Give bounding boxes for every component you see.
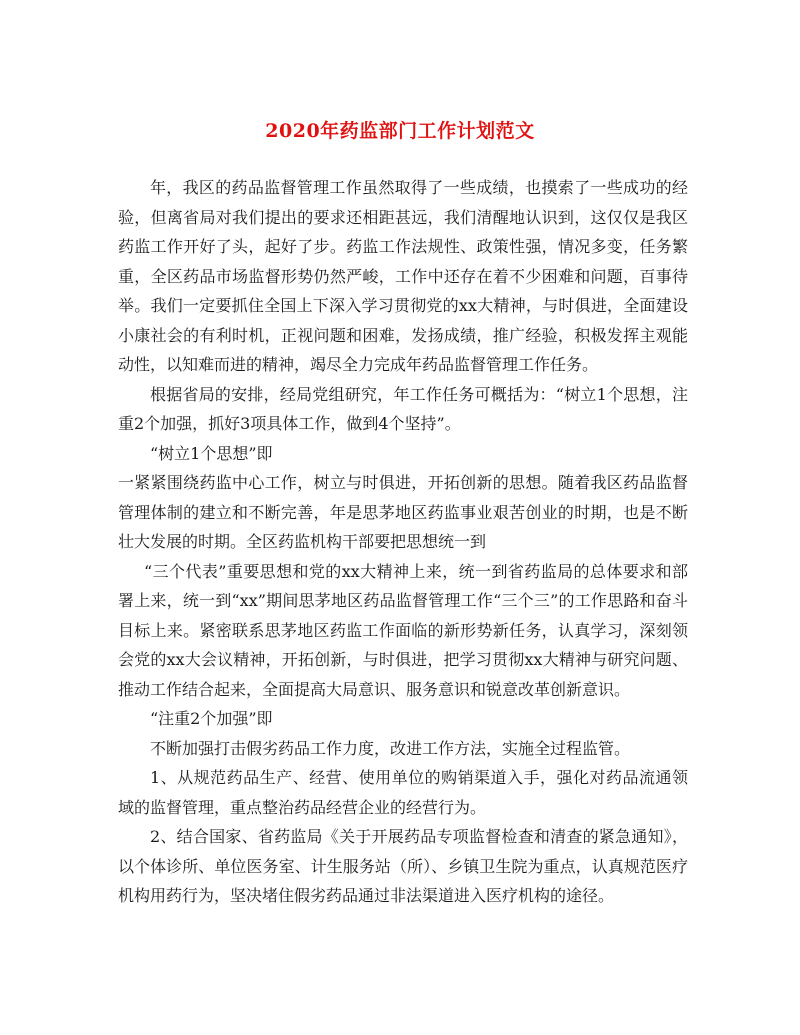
paragraph: “三个代表”重要思想和党的xx大精神上来，统一到省药监局的总体要求和部署上来，统一到“xx”期间思茅地区药品监督管理工作“三个三”的工作思路和奋斗目标上来。紧密联系思茅地区药监工作面临的新形势新任务，认真学习，深刻领会党的xx大会议精神，开拓创新，与时俱进，把学习贯彻xx大精神与研究问题、推动工作结合起来，全面提高大局意识、服务意识和锐意改革创新意识。 <box>118 561 688 699</box>
paragraph: 年，我区的药品监督管理工作虽然取得了一些成绩，也摸索了一些成功的经验，但离省局对我们提出的要求还相距甚远，我们清醒地认识到，这仅仅是我区药监工作开好了头，起好了步。药监工作法规性、政策性强，情况多变，任务繁重，全区药品市场监督形势仍然严峻，工作中还存在着不少困难和问题，百事待举。我们一定要抓住全国上下深入学习贯彻党的xx大精神，与时俱进，全面建设小康社会的有利时机，正视问题和困难，发扬成绩，推广经验，积极发挥主观能动性，以知难而进的精神，竭尽全力完成年药品监督管理工作任务。 <box>118 178 688 374</box>
section-heading: “树立1个思想”即 <box>150 443 273 463</box>
list-item: 2、结合国家、省药监局《关于开展药品专项监督检查和清查的紧急通知》，以个体诊所、单位医务室、计生服务站（所）、乡镇卫生院为重点，认真规范医疗机构用药行为，坚决堵住假劣药品通过非法渠道进入医疗机构的途径。 <box>118 827 688 905</box>
section-heading: “注重2个加强”即 <box>150 709 273 728</box>
list-item: 1、从规范药品生产、经营、使用单位的购销渠道入手，强化对药品流通领域的监督管理，重点整治药品经营企业的经营行为。 <box>118 768 688 817</box>
paragraph: 根据省局的安排，经局党组研究，年工作任务可概括为：“树立1个思想，注重2个加强，抓好3项具体工作，做到4个坚持”。 <box>118 384 688 433</box>
paragraph: 不断加强打击假劣药品工作力度，改进工作方法，实施全过程监管。 <box>150 738 631 758</box>
document-body <box>118 173 688 911</box>
paragraph: 一紧紧围绕药监中心工作，树立与时俱进，开拓创新的思想。随着我区药品监督管理体制的建立和不断完善，年是思茅地区药监事业艰苦创业的时期，也是不断壮大发展的时期。全区药监机构干部要把思想统一到 <box>118 473 688 551</box>
page-title: 2020年药监部门工作计划范文 <box>265 120 535 142</box>
